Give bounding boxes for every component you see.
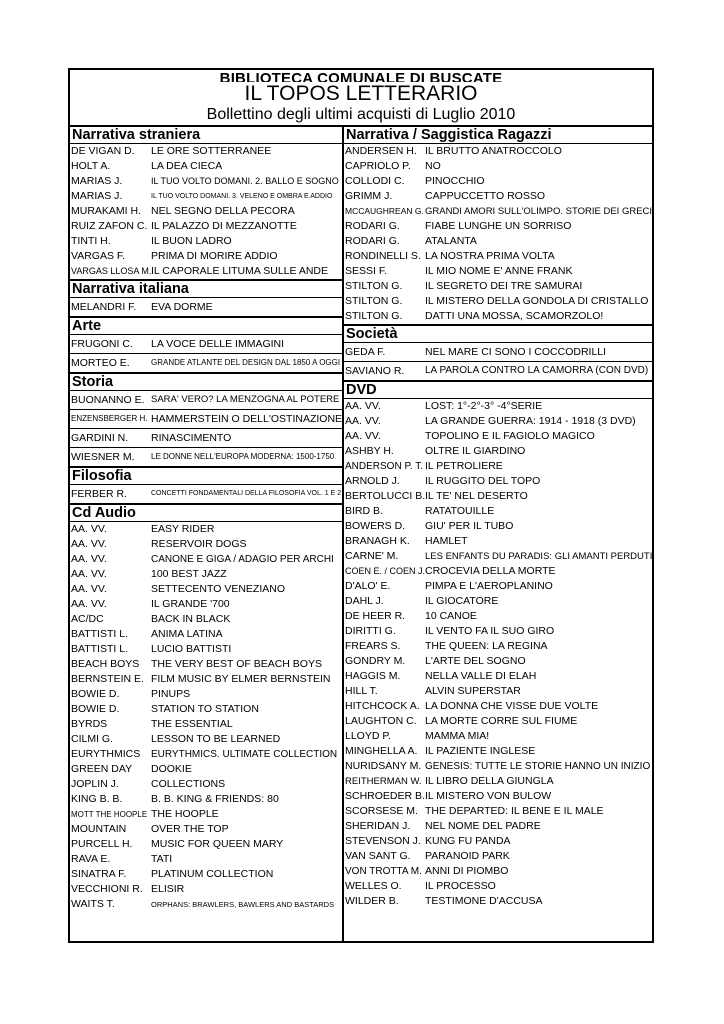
item-author: STILTON G.	[345, 295, 403, 307]
item-title: NO	[425, 160, 441, 172]
item-title: NEL NOME DEL PADRE	[425, 820, 541, 832]
item-author: AA. VV.	[71, 523, 107, 535]
item-title: THE DEPARTED: IL BENE E IL MALE	[425, 805, 604, 817]
item-author: WAITS T.	[71, 898, 115, 910]
list-item	[70, 642, 342, 657]
item-title: IL PALAZZO DI MEZZANOTTE	[151, 220, 297, 232]
list-item	[70, 485, 342, 503]
item-title: LE DONNE NELL'EUROPA MODERNA: 1500-1750	[151, 452, 335, 461]
list-societa	[344, 343, 652, 380]
list-item	[70, 702, 342, 717]
list-item	[70, 897, 342, 912]
item-author: SHERIDAN J.	[345, 820, 411, 832]
list-item	[344, 234, 652, 249]
list-item	[344, 279, 652, 294]
item-title: THE HOOPLE	[151, 808, 219, 820]
section-heading-storia: Storia	[70, 372, 342, 391]
item-title: IL PROCESSO	[425, 880, 496, 892]
item-title: PINOCCHIO	[425, 175, 485, 187]
item-author: VAN SANT G.	[345, 850, 411, 862]
item-author: NURIDSANY M.	[345, 760, 422, 772]
item-title: IL TUO VOLTO DOMANI. 2. BALLO E SOGNO	[151, 176, 339, 186]
list-item	[70, 732, 342, 747]
item-author: VARGAS LLOSA M.	[71, 266, 151, 276]
item-title: KUNG FU PANDA	[425, 835, 511, 847]
list-item	[344, 849, 652, 864]
item-title: NEL SEGNO DELLA PECORA	[151, 205, 295, 217]
item-author: RAVA E.	[71, 853, 111, 865]
list-item	[344, 549, 652, 564]
item-author: BERNSTEIN E.	[71, 673, 144, 685]
item-author: EURYTHMICS	[71, 748, 141, 760]
list-item	[344, 789, 652, 804]
item-title: COLLECTIONS	[151, 778, 226, 790]
item-title: FIABE LUNGHE UN SORRISO	[425, 220, 572, 232]
section-heading-arte: Arte	[70, 316, 342, 335]
item-author: WILDER B.	[345, 895, 399, 907]
item-author: GARDINI N.	[71, 432, 129, 444]
item-title: IL MIO NOME E' ANNE FRANK	[425, 265, 573, 277]
list-item	[344, 264, 652, 279]
item-author: TINTI H.	[71, 235, 111, 247]
list-item	[70, 597, 342, 612]
list-item	[70, 687, 342, 702]
list-item	[344, 361, 652, 380]
list-item	[344, 609, 652, 624]
item-author: AA. VV.	[71, 583, 107, 595]
list-item	[344, 804, 652, 819]
item-author: D'ALO' E.	[345, 580, 391, 592]
item-title: RESERVOIR DOGS	[151, 538, 247, 550]
list-item	[344, 534, 652, 549]
list-item	[70, 353, 342, 372]
item-title: TESTIMONE D'ACCUSA	[425, 895, 543, 907]
list-item	[70, 822, 342, 837]
item-title: LA MORTE CORRE SUL FIUME	[425, 715, 578, 727]
item-title: RINASCIMENTO	[151, 432, 232, 444]
item-author: GREEN DAY	[71, 763, 133, 775]
list-item	[70, 234, 342, 249]
list-cd-audio	[70, 522, 342, 912]
item-title: TATI	[151, 853, 173, 865]
item-author: RUIZ ZAFON C.	[71, 220, 148, 232]
item-title: IL SEGRETO DEI TRE SAMURAI	[425, 280, 583, 292]
item-author: LLOYD P.	[345, 730, 391, 742]
item-title: STATION TO STATION	[151, 703, 259, 715]
item-author: VON TROTTA M.	[345, 866, 422, 877]
item-author: BERTOLUCCI B.	[345, 490, 425, 502]
item-title: 100 BEST JAZZ	[151, 568, 227, 580]
list-item	[344, 639, 652, 654]
item-author: MOUNTAIN	[71, 823, 127, 835]
item-author: STILTON G.	[345, 280, 403, 292]
item-author: AA. VV.	[345, 430, 381, 442]
item-title: PINUPS	[151, 688, 191, 700]
item-title: IL PETROLIERE	[425, 460, 503, 472]
item-author: DAHL J.	[345, 595, 384, 607]
item-author: RODARI G.	[345, 235, 400, 247]
item-author: BYRDS	[71, 718, 108, 730]
item-title: LA PAROLA CONTRO LA CAMORRA (CON DVD)	[425, 365, 649, 376]
item-title: ALVIN SUPERSTAR	[425, 685, 521, 697]
list-dvd	[344, 399, 652, 909]
list-item	[344, 699, 652, 714]
list-narrativa-italiana	[70, 298, 342, 316]
item-title: HAMMERSTEIN O DELL'OSTINAZIONE	[151, 413, 342, 425]
list-item	[70, 747, 342, 762]
item-author: MOTT THE HOOPLE	[71, 810, 148, 819]
item-author: VECCHIONI R.	[71, 883, 143, 895]
list-item	[344, 429, 652, 444]
list-item	[344, 729, 652, 744]
list-narrativa-straniera	[70, 144, 342, 279]
item-author: SCORSESE M.	[345, 805, 418, 817]
item-author: ENZENSBERGER H.	[71, 414, 148, 423]
item-author: MURAKAMI H.	[71, 205, 142, 217]
list-item	[344, 204, 652, 219]
item-author: MCCAUGHREAN G.	[345, 206, 424, 216]
section-heading-filosofia: Filosofia	[70, 466, 342, 485]
item-title: ANNI DI PIOMBO	[425, 865, 509, 877]
list-item	[70, 391, 342, 409]
list-item	[344, 174, 652, 189]
list-item	[70, 762, 342, 777]
item-author: MELANDRI F.	[71, 301, 137, 313]
item-author: DE HEER R.	[345, 610, 406, 622]
list-item	[70, 174, 342, 189]
list-item	[70, 852, 342, 867]
list-storia	[70, 391, 342, 466]
item-author: WIESNER M.	[71, 451, 135, 463]
item-author: HAGGIS M.	[345, 670, 401, 682]
item-title: GIU' PER IL TUBO	[425, 520, 514, 532]
item-title: THE VERY BEST OF BEACH BOYS	[151, 658, 322, 670]
item-author: BATTISTI L.	[71, 643, 128, 655]
list-item	[344, 819, 652, 834]
item-title: LA DONNA CHE VISSE DUE VOLTE	[425, 700, 599, 712]
item-author: RONDINELLI S.	[345, 250, 421, 262]
item-title: EURYTHMICS. ULTIMATE COLLECTION	[151, 749, 338, 760]
item-title: PIMPA E L'AEROPLANINO	[425, 580, 553, 592]
list-item	[344, 834, 652, 849]
list-item	[344, 894, 652, 909]
item-title: IL BUON LADRO	[151, 235, 232, 247]
item-title: DOOKIE	[151, 763, 192, 775]
item-title: SETTECENTO VENEZIANO	[151, 583, 285, 595]
list-item	[344, 774, 652, 789]
list-item	[70, 567, 342, 582]
item-author: COEN E. / COEN J.	[345, 566, 425, 576]
item-title: SARA' VERO? LA MENZOGNA AL POTERE	[151, 394, 340, 405]
item-title: GENESIS: TUTTE LE STORIE HANNO UN INIZIO	[425, 761, 651, 772]
item-author: AA. VV.	[71, 553, 107, 565]
bulletin-title: IL TOPOS LETTERARIO	[244, 82, 478, 105]
item-author: STILTON G.	[345, 310, 403, 322]
item-title: L'ARTE DEL SOGNO	[425, 655, 526, 667]
item-title: LES ENFANTS DU PARADIS: GLI AMANTI PERDUTI	[425, 551, 652, 562]
list-item	[70, 522, 342, 537]
item-title: EASY RIDER	[151, 523, 215, 535]
list-item	[70, 657, 342, 672]
item-author: MINGHELLA A.	[345, 745, 418, 757]
list-item	[70, 537, 342, 552]
item-author: ASHBY H.	[345, 445, 394, 457]
item-author: CILMI G.	[71, 733, 114, 745]
list-item	[344, 579, 652, 594]
item-title: GRANDE ATLANTE DEL DESIGN DAL 1850 A OGGI	[151, 358, 341, 367]
list-item	[70, 219, 342, 234]
left-column	[70, 125, 344, 941]
item-author: DE VIGAN D.	[71, 145, 135, 157]
list-ragazzi	[344, 144, 652, 324]
item-author: REITHERMAN W.	[345, 776, 422, 787]
bulletin-subtitle: Bollettino degli ultimi acquisti di Luglio 2010	[206, 106, 516, 123]
list-item	[70, 335, 342, 353]
list-item	[344, 459, 652, 474]
list-item	[70, 882, 342, 897]
section-heading-cd-audio: Cd Audio	[70, 503, 342, 522]
item-title: LOST: 1°-2°-3° -4°SERIE	[425, 400, 543, 412]
list-item	[344, 309, 652, 324]
item-title: OLTRE IL GIARDINO	[425, 445, 526, 457]
item-author: FERBER R.	[71, 488, 128, 500]
list-item	[344, 249, 652, 264]
item-title: HAMLET	[425, 535, 468, 547]
item-title: IL TE' NEL DESERTO	[425, 490, 528, 502]
item-author: AA. VV.	[345, 400, 381, 412]
item-author: STEVENSON J.	[345, 835, 421, 847]
item-title: IL GRANDE '700	[151, 598, 230, 610]
item-author: AA. VV.	[71, 598, 107, 610]
item-title: PRIMA DI MORIRE ADDIO	[151, 250, 278, 262]
item-title: LA NOSTRA PRIMA VOLTA	[425, 250, 555, 262]
item-title: THE ESSENTIAL	[151, 718, 233, 730]
list-item	[70, 144, 342, 159]
item-author: AC/DC	[71, 613, 104, 625]
item-title: THE QUEEN: LA REGINA	[425, 640, 548, 652]
item-author: HOLT A.	[71, 160, 111, 172]
item-author: BOWIE D.	[71, 703, 120, 715]
list-item	[344, 654, 652, 669]
item-title: ANIMA LATINA	[151, 628, 223, 640]
list-item	[70, 447, 342, 466]
item-author: GRIMM J.	[345, 190, 393, 202]
item-author: AA. VV.	[71, 538, 107, 550]
item-author: WELLES O.	[345, 880, 402, 892]
section-heading-narrativa-straniera: Narrativa straniera	[70, 125, 342, 144]
list-item	[70, 807, 342, 822]
item-author: SESSI F.	[345, 265, 388, 277]
list-item	[344, 399, 652, 414]
list-item	[344, 744, 652, 759]
list-item	[344, 219, 652, 234]
list-item	[70, 428, 342, 447]
item-title: IL MISTERO VON BULOW	[425, 790, 552, 802]
list-item	[344, 504, 652, 519]
list-item	[344, 414, 652, 429]
item-title: IL GIOCATORE	[425, 595, 499, 607]
item-title: ELISIR	[151, 883, 185, 895]
list-item	[70, 612, 342, 627]
item-title: IL CAPORALE LITUMA SULLE ANDE	[151, 265, 329, 277]
item-title: EVA DORME	[151, 301, 213, 313]
bulletin-sheet	[68, 68, 654, 943]
list-item	[70, 792, 342, 807]
section-heading-dvd: DVD	[344, 380, 652, 399]
item-author: CAPRIOLO P.	[345, 160, 411, 172]
list-item	[70, 409, 342, 428]
list-item	[70, 552, 342, 567]
list-item	[70, 672, 342, 687]
list-arte	[70, 335, 342, 372]
item-title: GRANDI AMORI SULL'OLIMPO. STORIE DEI GRECI	[425, 206, 652, 217]
right-column	[344, 125, 652, 941]
item-author: BOWERS D.	[345, 520, 406, 532]
item-title: RATATOUILLE	[425, 505, 495, 517]
item-title: LESSON TO BE LEARNED	[151, 733, 281, 745]
item-author: LAUGHTON C.	[345, 715, 417, 727]
item-author: AA. VV.	[71, 568, 107, 580]
item-title: NEL MARE CI SONO I COCCODRILLI	[425, 346, 607, 358]
item-title: IL TUO VOLTO DOMANI. 3. VELENO E OMBRA E ADDIO	[151, 193, 333, 200]
list-item	[344, 474, 652, 489]
library-name: BIBLIOTECA COMUNALE DI BUSCATE	[219, 70, 503, 82]
item-title: IL RUGGITO DEL TOPO	[425, 475, 541, 487]
item-author: BEACH BOYS	[71, 658, 140, 670]
item-title: LE ORE SOTTERRANEE	[151, 145, 272, 157]
list-item	[70, 627, 342, 642]
item-title: NELLA VALLE DI ELAH	[425, 670, 537, 682]
item-author: KING B. B.	[71, 793, 123, 805]
item-author: BOWIE D.	[71, 688, 120, 700]
item-author: BATTISTI L.	[71, 628, 128, 640]
list-item	[70, 249, 342, 264]
item-title: IL LIBRO DELLA GIUNGLA	[425, 775, 554, 787]
list-item	[70, 717, 342, 732]
item-author: CARNE' M.	[345, 550, 399, 562]
list-item	[344, 444, 652, 459]
list-item	[344, 594, 652, 609]
list-item	[344, 294, 652, 309]
item-title: ATALANTA	[425, 235, 477, 247]
list-item	[70, 264, 342, 279]
item-title: MUSIC FOR QUEEN MARY	[151, 838, 284, 850]
item-author: DIRITTI G.	[345, 625, 396, 637]
item-author: FREARS S.	[345, 640, 401, 652]
item-author: FRUGONI C.	[71, 338, 133, 350]
list-item	[344, 159, 652, 174]
item-title: MAMMA MIA!	[425, 730, 490, 742]
item-title: IL MISTERO DELLA GONDOLA DI CRISTALLO	[425, 295, 649, 307]
item-title: CANONE E GIGA / ADAGIO PER ARCHI	[151, 554, 334, 565]
item-title: IL PAZIENTE INGLESE	[425, 745, 536, 757]
item-author: ANDERSEN H.	[345, 145, 417, 157]
section-heading-narrativa-italiana: Narrativa italiana	[70, 279, 342, 298]
item-author: ARNOLD J.	[345, 475, 400, 487]
item-author: MARIAS J.	[71, 175, 123, 187]
item-title: FILM MUSIC BY ELMER BERNSTEIN	[151, 673, 331, 685]
item-author: SAVIANO R.	[345, 365, 405, 377]
list-item	[344, 624, 652, 639]
list-item	[344, 343, 652, 361]
item-title: CONCETTI FONDAMENTALI DELLA FILOSOFIA VOL. 1 E 2	[151, 490, 342, 497]
list-item	[344, 669, 652, 684]
item-title: CROCEVIA DELLA MORTE	[425, 565, 556, 577]
item-author: JOPLIN J.	[71, 778, 119, 790]
item-title: LA GRANDE GUERRA: 1914 - 1918 (3 DVD)	[425, 415, 636, 427]
item-title: CAPPUCCETTO ROSSO	[425, 190, 545, 202]
item-title: LA DEA CIECA	[151, 160, 223, 172]
item-author: GONDRY M.	[345, 655, 406, 667]
list-item	[344, 144, 652, 159]
item-author: SINATRA F.	[71, 868, 127, 880]
list-item	[344, 519, 652, 534]
list-item	[344, 759, 652, 774]
item-author: RODARI G.	[345, 220, 400, 232]
item-author: GEDA F.	[345, 346, 386, 358]
item-author: BRANAGH K.	[345, 535, 410, 547]
item-title: LUCIO BATTISTI	[151, 643, 232, 655]
list-item	[70, 204, 342, 219]
list-item	[70, 867, 342, 882]
item-title: IL BRUTTO ANATROCCOLO	[425, 145, 562, 157]
item-title: B. B. KING & FRIENDS: 80	[151, 793, 279, 805]
item-author: AA. VV.	[345, 415, 381, 427]
item-title: LA VOCE DELLE IMMAGINI	[151, 338, 285, 350]
item-title: OVER THE TOP	[151, 823, 229, 835]
list-item	[70, 189, 342, 204]
item-author: VARGAS F.	[71, 250, 126, 262]
item-author: SCHROEDER B.	[345, 790, 425, 802]
item-author: HILL T.	[345, 685, 378, 697]
item-author: BIRD B.	[345, 505, 383, 517]
item-title: PLATINUM COLLECTION	[151, 868, 274, 880]
item-title: IL VENTO FA IL SUO GIRO	[425, 625, 555, 637]
item-title: TOPOLINO E IL FAGIOLO MAGICO	[425, 430, 595, 442]
item-title: DATTI UNA MOSSA, SCAMORZOLO!	[425, 310, 604, 322]
item-title: PARANOID PARK	[425, 850, 510, 862]
item-author: PURCELL H.	[71, 838, 133, 850]
item-author: ANDERSON P. T.	[345, 461, 423, 472]
list-item	[344, 189, 652, 204]
item-title: 10 CANOE	[425, 610, 477, 622]
list-item	[70, 298, 342, 316]
list-item	[70, 777, 342, 792]
item-author: MORTEO E.	[71, 357, 130, 369]
item-title: ORPHANS: BRAWLERS, BAWLERS AND BASTARDS	[151, 900, 335, 909]
list-item	[70, 159, 342, 174]
list-item	[344, 864, 652, 879]
list-item	[344, 684, 652, 699]
item-author: MARIAS J.	[71, 190, 123, 202]
section-heading-ragazzi: Narrativa / Saggistica Ragazzi	[344, 125, 652, 144]
list-item	[344, 879, 652, 894]
item-title: BACK IN BLACK	[151, 613, 231, 625]
item-author: BUONANNO E.	[71, 394, 145, 406]
item-author: COLLODI C.	[345, 175, 405, 187]
list-filosofia	[70, 485, 342, 503]
list-item	[70, 582, 342, 597]
list-item	[344, 714, 652, 729]
item-author: HITCHCOCK A.	[345, 700, 420, 712]
list-item	[70, 837, 342, 852]
list-item	[344, 489, 652, 504]
list-item	[344, 564, 652, 579]
section-heading-societa: Società	[344, 324, 652, 343]
